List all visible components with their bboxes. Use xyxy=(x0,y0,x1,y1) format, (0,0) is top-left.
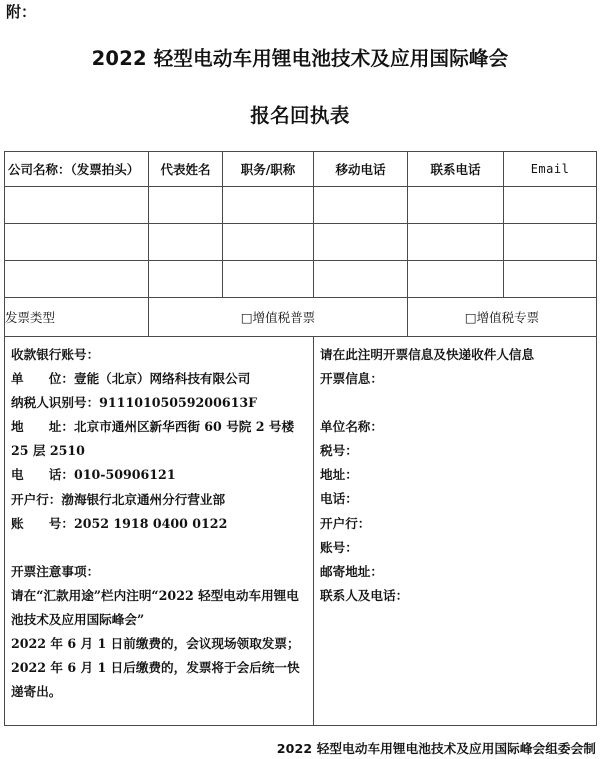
field-company-name[interactable]: 单位名称： xyxy=(320,419,383,435)
table-header-row xyxy=(5,152,597,187)
field-bank-branch[interactable]: 开户行： xyxy=(320,515,371,531)
bank-line-account-number: 账 号：2052 1918 0400 0122 xyxy=(11,515,228,531)
field-contact-and-phone[interactable]: 联系人及电话： xyxy=(320,587,409,603)
field-telephone[interactable]: 电话： xyxy=(320,491,358,507)
bank-line-telephone: 电 话：010-50906121 xyxy=(11,467,176,483)
cell-company[interactable] xyxy=(5,261,149,298)
invoice-type-option-special[interactable]: □增值税专票 xyxy=(408,298,597,337)
cell-mobile[interactable] xyxy=(314,261,408,298)
invoice-instruction: 请在此注明开票信息及快递收件人信息 xyxy=(320,347,535,362)
cell-mobile[interactable] xyxy=(314,187,408,224)
invoice-type-option-general[interactable]: □增值税普票 xyxy=(149,298,408,337)
details-row xyxy=(5,337,597,726)
notice-title: 开票注意事项： xyxy=(11,563,100,579)
cell-company[interactable] xyxy=(5,224,149,261)
invoice-info-cell xyxy=(314,337,597,726)
pane-spacer xyxy=(320,391,591,415)
cell-rep-name[interactable] xyxy=(149,261,223,298)
cell-position[interactable] xyxy=(223,224,314,261)
field-tax-number[interactable]: 税号： xyxy=(320,443,358,459)
column-header-position: 职务/职称 xyxy=(223,152,314,187)
invoice-info-label: 开票信息： xyxy=(320,371,383,387)
field-mailing-address[interactable]: 邮寄地址： xyxy=(320,563,383,579)
cell-mobile[interactable] xyxy=(314,224,408,261)
notice-line-after-deadline: 2022 年 6 月 1 日后缴费的，发票将于会后统一快递寄出。 xyxy=(11,660,300,700)
column-header-company: 公司名称：（发票拍头） xyxy=(5,152,149,187)
pane-spacer xyxy=(11,536,308,560)
registration-table xyxy=(4,151,597,726)
bank-line-taxid: 纳税人识别号：91110105059200613F xyxy=(11,395,258,411)
cell-email[interactable] xyxy=(504,261,597,298)
table-row[interactable] xyxy=(5,224,597,261)
cell-position[interactable] xyxy=(223,261,314,298)
page-subtitle: 报名回执表 xyxy=(250,104,350,127)
notice-line-before-deadline: 2022 年 6 月 1 日前缴费的，会议现场领取发票； xyxy=(11,636,300,652)
title-block xyxy=(0,44,600,131)
column-header-phone: 联系电话 xyxy=(408,152,504,187)
notice-line-remark: 请在“汇款用途”栏内注明“2022 轻型电动车用锂电池技术及应用国际峰会” xyxy=(11,587,299,627)
column-header-mobile: 移动电话 xyxy=(314,152,408,187)
table-row[interactable] xyxy=(5,261,597,298)
cell-rep-name[interactable] xyxy=(149,187,223,224)
page-footer: 2022 轻型电动车用锂电池技术及应用国际峰会组委会制 xyxy=(276,741,596,756)
cell-company[interactable] xyxy=(5,187,149,224)
cell-email[interactable] xyxy=(504,224,597,261)
cell-email[interactable] xyxy=(504,187,597,224)
attachment-marker: 附： xyxy=(6,3,37,21)
cell-phone[interactable] xyxy=(408,261,504,298)
invoice-info-pane xyxy=(314,337,596,608)
bank-details-cell xyxy=(5,337,314,726)
bank-details-pane xyxy=(5,337,313,704)
page-title: 2022 轻型电动车用锂电池技术及应用国际峰会 xyxy=(91,47,509,70)
field-address[interactable]: 地址： xyxy=(320,467,358,483)
field-account-number[interactable]: 账号： xyxy=(320,539,358,555)
column-header-rep-name: 代表姓名 xyxy=(149,152,223,187)
bank-line-bank-branch: 开户行：渤海银行北京通州分行营业部 xyxy=(11,491,226,507)
bank-line-address: 地 址：北京市通州区新华西街 60 号院 2 号楼 25 层 2510 xyxy=(11,419,295,459)
invoice-type-label: 发票类型 xyxy=(5,298,149,337)
bank-line-company: 单 位：壹能（北京）网络科技有限公司 xyxy=(11,371,251,387)
cell-position[interactable] xyxy=(223,187,314,224)
bank-line-account-title: 收款银行账号： xyxy=(11,347,100,362)
invoice-type-row xyxy=(5,298,597,337)
column-header-email: Email xyxy=(504,152,597,187)
cell-phone[interactable] xyxy=(408,224,504,261)
cell-rep-name[interactable] xyxy=(149,224,223,261)
cell-phone[interactable] xyxy=(408,187,504,224)
table-row[interactable] xyxy=(5,187,597,224)
